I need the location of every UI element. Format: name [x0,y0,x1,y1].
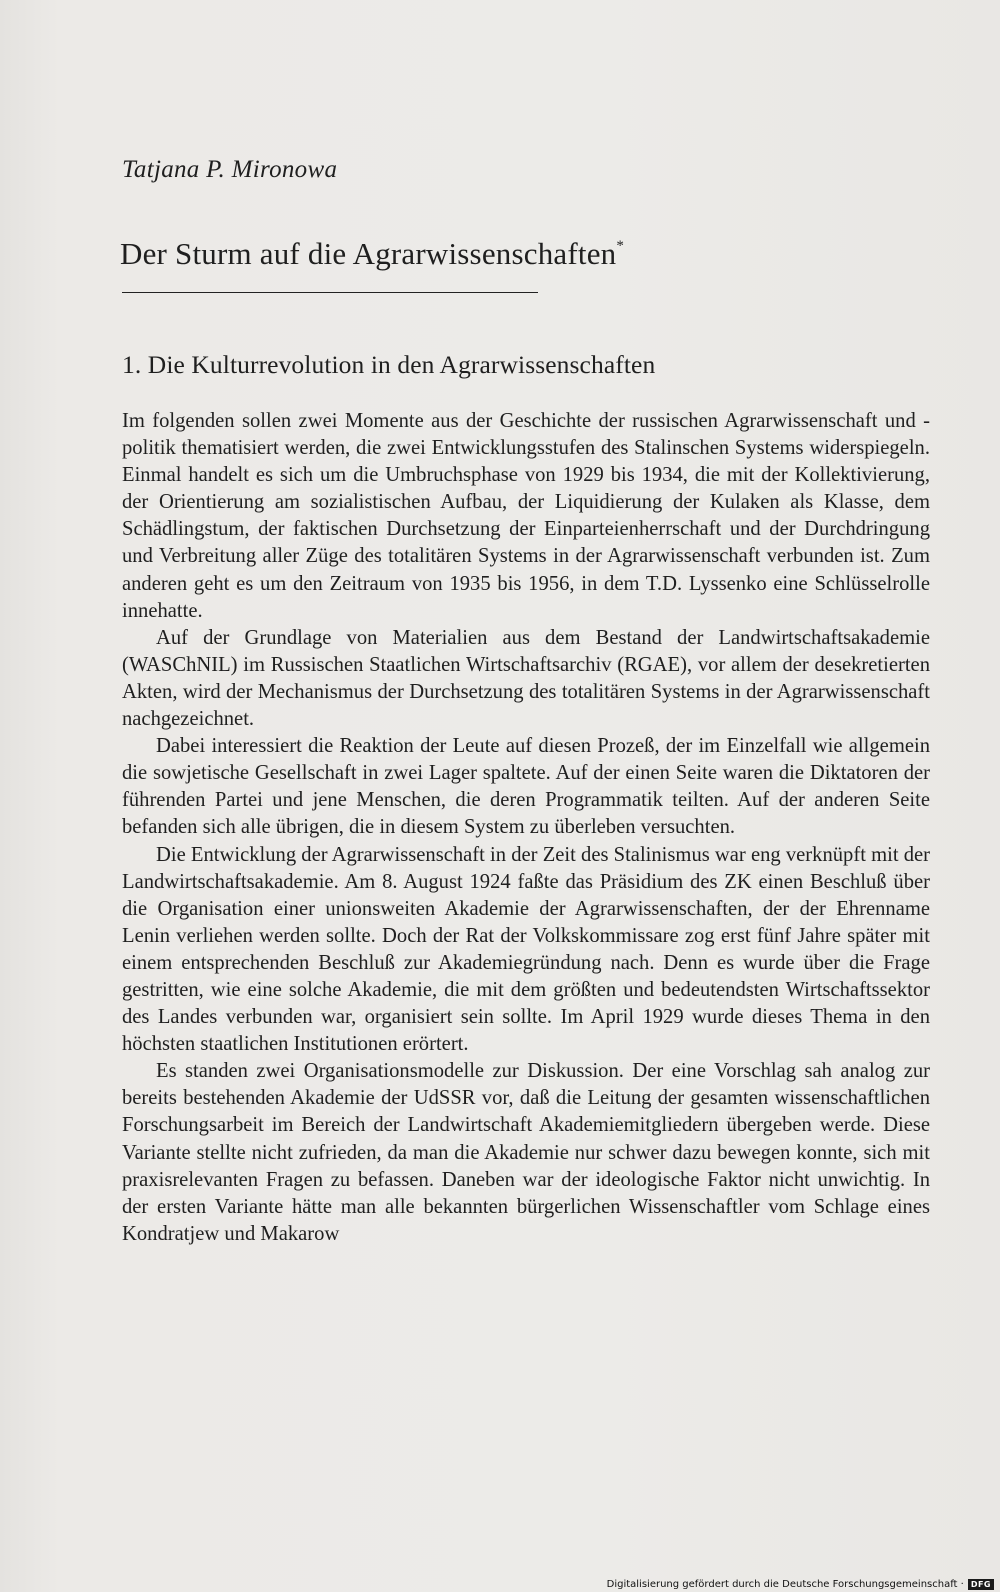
author-name: Tatjana P. Mironowa [122,156,338,183]
paragraph: Auf der Grundlage von Materialien aus dem Bestand der Landwirtschaftsakademie (WASChNIL) im Russischen Staatlichen Wirtschaftsarchiv (RGAE), vor allem der desekretierten Akten, wird der Mechanismus der Durchsetzung des totalitären Systems in der Agrarwissenschaft nachgezeichnet. [122,626,930,731]
body-text [122,408,930,1248]
digitization-footer [607,1579,994,1590]
section-heading: 1. Die Kulturrevolution in den Agrarwissenschaften [122,350,656,379]
chapter-title-text: Der Sturm auf die Agrarwissenschaften [120,236,617,271]
title-footnote-mark: * [616,238,625,254]
paragraph: Die Entwicklung der Agrarwissenschaft in der Zeit des Stalinismus war eng verknüpft mit der Landwirtschaftsakademie. Am 8. August 1924 faßte das Präsidium des ZK einen Beschluß über die Organisation einer unionsweiten Akademie der Agrarwissenschaften, der der Ehrenname Lenin verliehen werden sollte. Doch der Rat der Volkskommissare zog erst fünf Jahre später mit einem entsprechenden Beschluß zur Akademiegründung nach. Denn es wurde über die Frage gestritten, wie eine solche Akademie, die mit dem größten und bedeutendsten Wirtschaftssektor des Landes verbunden war, organisiert sein sollte. Im April 1929 wurde dieses Thema in den höchsten staatlichen Institutionen erörtert. [122,843,930,1056]
chapter-title [120,236,624,272]
paragraph: Dabei interessiert die Reaktion der Leute auf diesen Prozeß, der im Einzelfall wie allgemein die sowjetische Gesellschaft in zwei Lager spaltete. Auf der einen Seite waren die Diktatoren der führenden Partei und jene Menschen, die deren Programmatik teilten. Auf der anderen Seite befanden sich alle übrigen, die in diesem System zu überleben versuchten. [122,735,930,839]
dfg-logo: DFG [968,1579,994,1590]
footer-text: Digitalisierung gefördert durch die Deutsche Forschungsgemeinschaft · [606,1579,964,1590]
paragraph: Im folgenden sollen zwei Momente aus der Geschichte der russischen Agrarwissenschaft und -politik thematisiert werden, die zwei Entwicklungsstufen des Stalinschen Systems widerspiegeln. Einmal handelt es sich um die Umbruchsphase von 1929 bis 1934, die mit der Kollektivierung, der Orientierung am sozialistischen Aufbau, der Liquidierung der Kulaken als Klasse, dem Schädlingstum, der faktischen Durchsetzung der Einparteienherrschaft und der Durchdringung und Verbreitung aller Züge des totalitären Systems in der Agrarwissenschaft verbunden ist. Zum anderen geht es um den Zeitraum von 1935 bis 1956, in dem T.D. Lyssenko eine Schlüsselrolle innehatte. [122,410,930,622]
paragraph: Es standen zwei Organisationsmodelle zur Diskussion. Der eine Vorschlag sah analog zur bereits bestehenden Akademie der UdSSR vor, daß die Leitung der gesamten wissenschaftlichen Forschungsarbeit im Bereich der Landwirtschaft Akademiemitgliedern übergeben werde. Diese Variante stellte nicht zufrieden, da man die Akademie nur schwer dazu bewegen konnte, sich mit praxisrelevanten Fragen zu befassen. Daneben war der ideologische Faktor nicht unwichtig. In der ersten Variante hätte man alle bekannten bürgerlichen Wissenschaftler vom Schlage eines Kondratjew und Makarow [122,1060,930,1245]
title-rule [122,292,538,293]
